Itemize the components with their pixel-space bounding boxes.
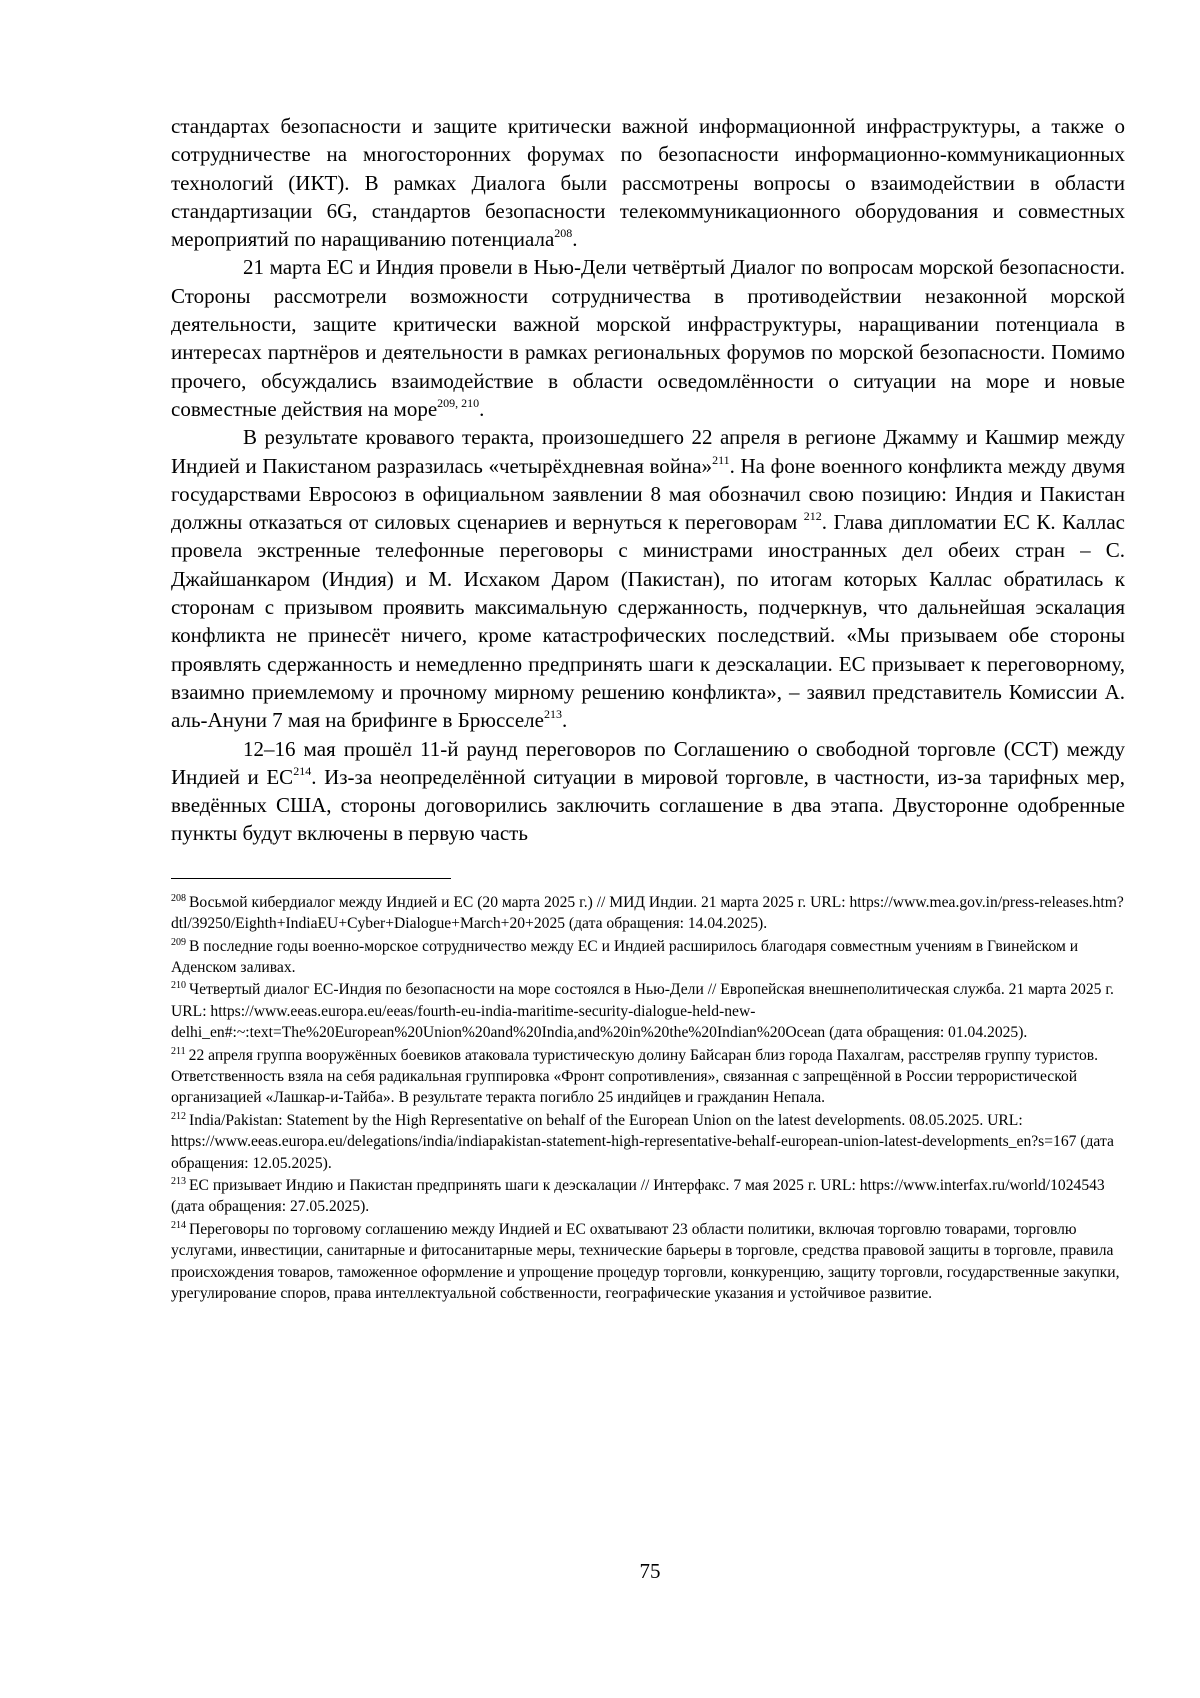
footnote-213: $^{213}$ ЕС призывает Индию и Пакистан предпринять шаги к деэскалации // Интерфакс. 7 мая 2025 г. URL: https://www.interfax.ru/world/1024543 (дата обращения: 27.05.2025). [171,1176,1105,1216]
footnote-ref-208[interactable]: 208 [554,226,573,241]
footnote-number: 210 [171,980,186,992]
main-text [171,112,1125,848]
document-page [171,112,1125,1305]
footnote-214: $^{214}$ Переговоры по торговому соглашению между Индией и ЕС охватывают 23 области политики, включая торговлю товарами, торговлю услугами, инвестиции, санитарные и фитосанитарные меры, технические барьеры в торговле, средства правовой защиты в торговле, правила происхождения товаров, таможенное оформление и упрощение процедур торговли, конкуренцию, защиту торговли, государственные закупки, урегулирование споров, права интеллектуальной собственности, географические указания и устойчивое развитие. [171,1219,1120,1303]
footnote-211: $^{211}$ 22 апреля группа вооружённых боевиков атаковала туристическую долину Байсаран близ города Пахалгам, расстреляв группу туристов. Ответственность взяла на себя радикальная группировка «Фронт сопротивления», связанная с запрещённой в России террористической организацией «Лашкар-и-Тайба». В результате теракта погибло 25 индийцев и гражданин Непала. [171,1045,1099,1107]
paragraph-3: В результате кровавого теракта, произошедшего 22 апреля в регионе Джамму и Кашмир между Индией и Пакистаном разразилась «четырёхдневная война»$^{211}$. На фоне военного конфликта между двумя государствами Евросоюз в официальном заявлении 8 мая обозначил свою позицию: Индия и Пакистан должны отказаться от силовых сценариев и вернуться к переговорам $^{212}$. Глава дипломатии ЕС К. Каллас провела экстренные телефонные переговоры с министрами иностранных дел обеих стран – С. Джайшанкаром (Индия) и М. Исхаком Даром (Пакистан), по итогам которых Каллас обратилась к сторонам с призывом проявить максимальную сдержанность, подчеркнув, что дальнейшая эскалация конфликта не принесёт ничего, кроме катастрофических последствий. «Мы призываем обе стороны проявлять сдержанность и немедленно предпринять шаги к деэскалации. ЕС призывает к переговорному, взаимно приемлемому и прочному мирному решению конфликта», – заявил представитель Комиссии А. аль-Ануни 7 мая на брифинге в Брюсселе$^{213}$. [171,425,1125,733]
footnote-ref-211[interactable]: 211 [712,452,730,467]
footnote-number: 208 [171,892,186,904]
footnote-208: $^{208}$ Восьмой кибердиалог между Индией и ЕС (20 марта 2025 г.) // МИД Индии. 21 марта 2025 г. URL: https://www.mea.gov.in/press-releases.htm?dtl/39250/Eighth+IndiaEU+Cyber+Dialogue+March+20+2025 (дата обращения: 14.04.2025). [171,892,1124,933]
footnote-ref-209-210[interactable]: 209, 210 [437,395,480,410]
footnote-number: 209 [171,936,186,948]
footnote-212: $^{212}$ India/Pakistan: Statement by the High Representative on behalf of the European Union on the latest developments. 08.05.2025. URL: https://www.eeas.europa.eu/delegations/india/indiapakistan-statement-high-representative-behalf-european-union-latest-developments_en?s=167 (дата обращения: 12.05.2025). [171,1110,1114,1172]
footnote-number: 214 [171,1219,186,1231]
paragraph-4: 12–16 мая прошёл 11-й раунд переговоров по Соглашению о свободной торговле (ССТ) между Индией и ЕС$^{214}$. Из-за неопределённой ситуации в мировой торговле, в частности, из-за тарифных мер, введённых США, стороны договорились заключить соглашение в два этапа. Двусторонне одобренные пункты будут включены в первую часть [171,736,1125,846]
footnote-ref-212[interactable]: 212 [803,509,822,524]
footnote-number: 213 [171,1176,186,1187]
footnote-divider [171,878,451,879]
footnotes [171,892,1125,1305]
footnote-ref-213[interactable]: 213 [543,707,562,722]
footnote-210: $^{210}$ Четвертый диалог ЕС-Индия по безопасности на море состоялся в Нью-Дели // Европейская внешнеполитическая служба. 21 марта 2025 г. URL: https://www.eeas.europa.eu/eeas/fourth-eu-india-maritime-security-dialogue-held-new-delhi_en#:~:text=The%20European%20Union%20and%20India,and%20in%20the%20Indian%20Ocean (дата обращения: 01.04.2025). [171,980,1114,1042]
paragraph-1: стандартах безопасности и защите критически важной информационной инфраструктуры, а также о сотрудничестве на многосторонних форумах по безопасности информационно-коммуникационных технологий (ИКТ). В рамках Диалога были рассмотрены вопросы о взаимодействии в области стандартизации 6G, стандартов безопасности телекоммуникационного оборудования и совместных мероприятий по наращиванию потенциала$^{208}$. [171,114,1125,252]
footnote-ref-214[interactable]: 214 [293,763,312,778]
paragraph-2: 21 марта ЕС и Индия провели в Нью-Дели четвёртый Диалог по вопросам морской безопасности. Стороны рассмотрели возможности сотрудничества в противодействии незаконной морской деятельности, защите критически важной морской инфраструктуры, наращивании потенциала в интересах партнёров и деятельности в рамках региональных форумов по морской безопасности. Помимо прочего, обсуждались взаимодействие в области осведомлённости о ситуации на море и новые совместные действия на море$^{209, 210}$. [171,255,1125,421]
footnote-number: 212 [171,1110,186,1122]
footnote-number: 211 [171,1045,186,1057]
footnote-209: $^{209}$ В последние годы военно-морское сотрудничество между ЕС и Индией расширилось благодаря совместным учениям в Гвинейском и Аденском заливах. [171,936,1079,976]
page-number: 75 [639,1559,661,1583]
